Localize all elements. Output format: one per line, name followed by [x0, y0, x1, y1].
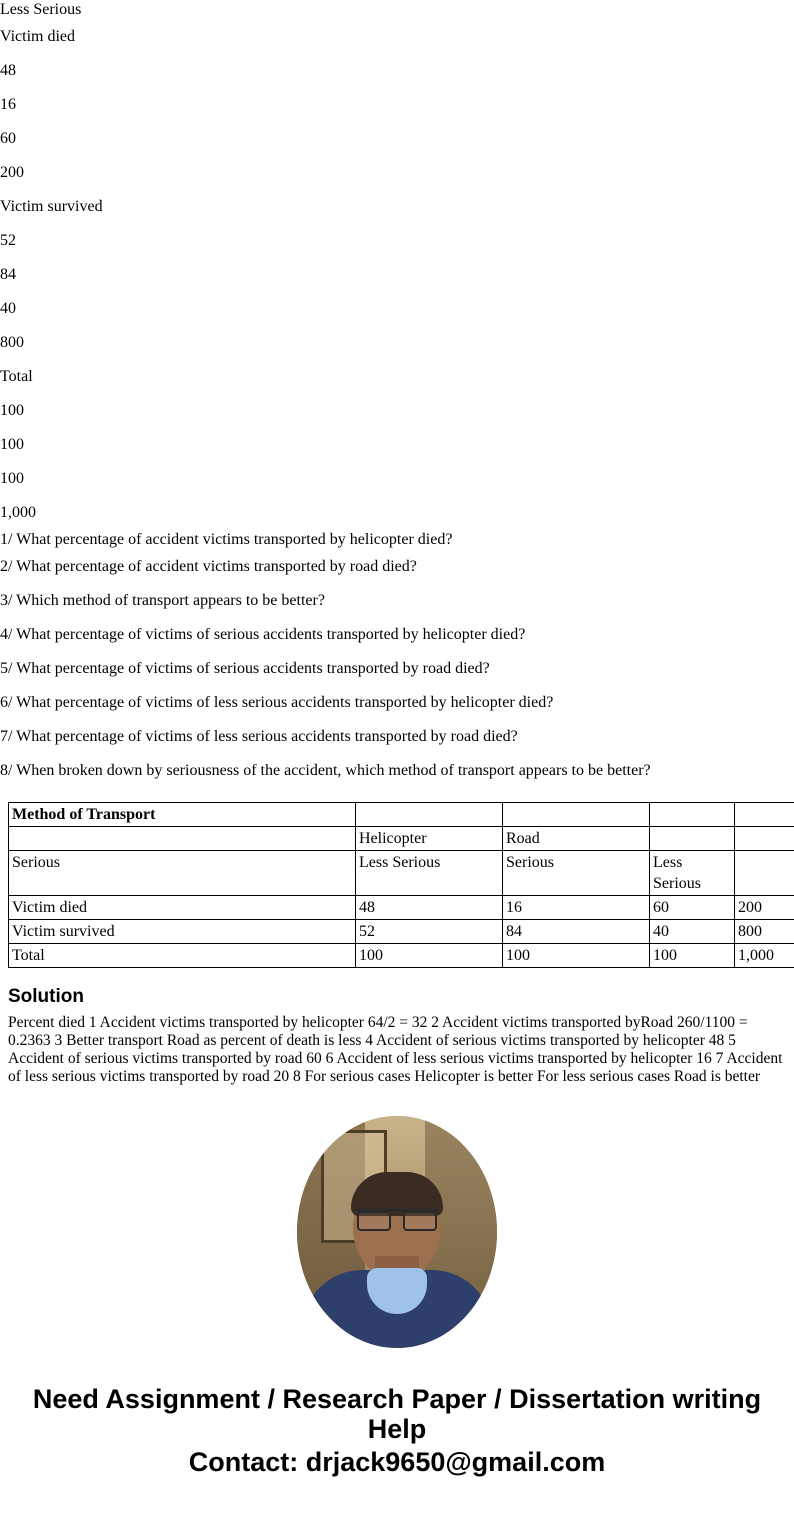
intro-line: 48 [0, 62, 16, 79]
intro-line: 52 [0, 232, 16, 249]
table-row [9, 896, 794, 920]
cell-value: 100 [356, 944, 503, 968]
table-row [9, 944, 794, 968]
solution-heading: Solution [8, 986, 84, 1007]
cell-value: 1,000 [735, 944, 794, 968]
question-item: 5/ What percentage of victims of serious accidents transported by road died? [0, 660, 490, 677]
row-label-victim-survived: Victim survived [9, 920, 356, 944]
table-title-cell: Method of Transport [9, 803, 356, 827]
cell-value: 60 [650, 896, 735, 920]
footer-headline: Need Assignment / Research Paper / Dissertation writing Help [32, 1384, 762, 1444]
question-item: 7/ What percentage of victims of less serious accidents transported by road died? [0, 728, 518, 745]
cell-value: 40 [650, 920, 735, 944]
intro-line: 60 [0, 130, 16, 147]
solution-body-text: Percent died 1 Accident victims transported by helicopter 64/2 = 32 2 Accident victims transported byRoad 260/1100 = 0.2363 3 Better transport Road as percent of death is less 4 Accident of serious victims transported by helicopter 48 5 Accident of serious victims transported by road 60 6 Accident of less serious victims transported by helicopter 16 7 Accident of less serious victims transported by road 20 8 For serious cases Helicopter is better For less serious cases Road is better [8, 1014, 783, 1085]
intro-line: 200 [0, 164, 24, 181]
intro-line: 1,000 [0, 504, 36, 521]
table-title-blank-2 [503, 803, 650, 827]
cell-value: 16 [503, 896, 650, 920]
glasses-icon [355, 1209, 439, 1229]
intro-line: 16 [0, 96, 16, 113]
header-helicopter-cell: Helicopter [356, 827, 503, 851]
intro-line: Total [0, 368, 33, 385]
cell-value: 84 [503, 920, 650, 944]
cell-value: 200 [735, 896, 794, 920]
transport-data-table [8, 802, 794, 968]
table-title-blank-4 [735, 803, 794, 827]
table-row-subheader [9, 851, 794, 896]
cell-value: 800 [735, 920, 794, 944]
header-blank-cell-3 [735, 827, 794, 851]
subheader-blank-cell [735, 851, 794, 896]
intro-line: 40 [0, 300, 16, 317]
intro-line: Victim survived [0, 198, 103, 215]
intro-line: Less Serious [0, 1, 82, 18]
table-row-title [9, 803, 794, 827]
intro-line: 84 [0, 266, 16, 283]
header-blank-cell-2 [650, 827, 735, 851]
header-road-cell: Road [503, 827, 650, 851]
cell-value: 100 [650, 944, 735, 968]
table-row [9, 920, 794, 944]
table-row-header [9, 827, 794, 851]
question-item: 2/ What percentage of accident victims transported by road died? [0, 558, 417, 575]
intro-line: 100 [0, 436, 24, 453]
question-list [0, 530, 794, 788]
table-title-blank-1 [356, 803, 503, 827]
avatar [297, 1116, 497, 1348]
intro-value-list [0, 0, 794, 530]
intro-line: 100 [0, 402, 24, 419]
cell-value: 52 [356, 920, 503, 944]
footer-contact-block [0, 1384, 794, 1478]
author-photo-wrap [0, 1116, 794, 1348]
row-label-total: Total [9, 944, 356, 968]
question-item: 1/ What percentage of accident victims transported by helicopter died? [0, 531, 453, 548]
header-blank-cell [9, 827, 356, 851]
subheader-serious-cell-2: Serious [503, 851, 650, 896]
subheader-less-serious-cell: Less Serious [356, 851, 503, 896]
question-item: 3/ Which method of transport appears to be better? [0, 592, 325, 609]
question-item: 4/ What percentage of victims of serious accidents transported by helicopter died? [0, 626, 526, 643]
cell-value: 100 [503, 944, 650, 968]
footer-contact-email[interactable]: Contact: drjack9650@gmail.com [188, 1447, 606, 1477]
intro-line: 800 [0, 334, 24, 351]
cell-value: 48 [356, 896, 503, 920]
intro-line: Victim died [0, 28, 76, 45]
table-title-blank-3 [650, 803, 735, 827]
subheader-serious-cell: Serious [9, 851, 356, 896]
subheader-less-serious-cell-2: Less Serious [650, 851, 735, 896]
question-item: 6/ What percentage of victims of less serious accidents transported by helicopter died? [0, 694, 554, 711]
row-label-victim-died: Victim died [9, 896, 356, 920]
question-item: 8/ When broken down by seriousness of the accident, which method of transport appears to be better? [0, 762, 651, 779]
intro-line: 100 [0, 470, 24, 487]
